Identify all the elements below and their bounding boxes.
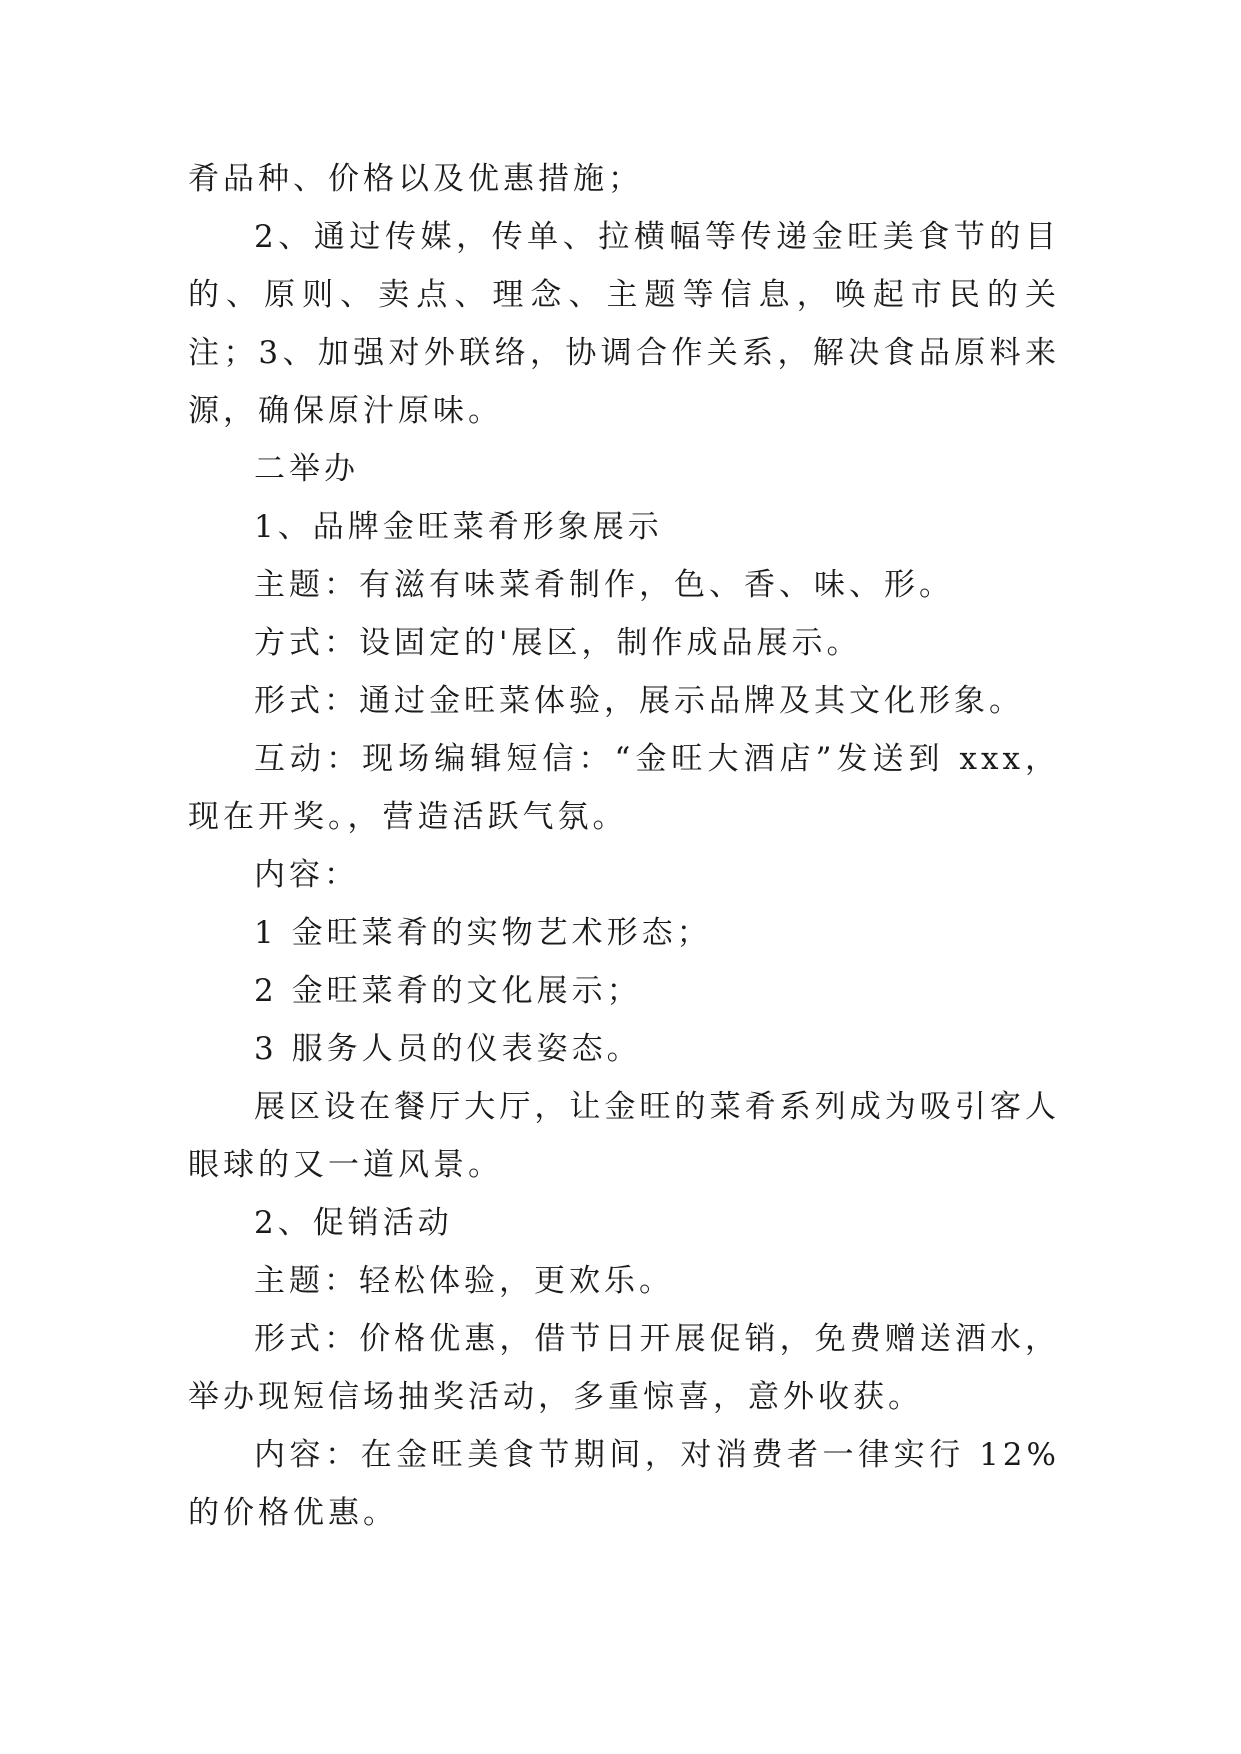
paragraph: 主题：有滋有味菜肴制作，色、香、味、形。 [254,567,954,603]
paragraph: 形式：通过金旺菜体验，展示品牌及其文化形象。 [254,683,1024,719]
paragraph: 主题：轻松体验，更欢乐。 [254,1263,674,1299]
paragraph: 展区设在餐厅大厅，让金旺的菜肴系列成为吸引客人眼球的又一道风景。 [188,1089,1060,1183]
paragraph: 2、通过传媒，传单、拉横幅等传递金旺美食节的目的、原则、卖点、理念、主题等信息，唤起市民的关注；3、加强对外联络，协调合作关系，解决食品原料来源，确保原汁原味。 [188,219,1060,429]
list-item: 2 金旺菜肴的文化展示； [254,973,642,1009]
paragraph: 互动：现场编辑短信：“金旺大酒店”发送到 xxx，现在开奖。，营造活跃气氛。 [188,741,1060,835]
list-item: 1 金旺菜肴的实物艺术形态； [254,915,712,951]
list-item: 3 服务人员的仪表姿态。 [254,1031,642,1067]
paragraph: 方式：设固定的'展区，制作成品展示。 [254,625,862,661]
subsection-heading: 1、品牌金旺菜肴形象展示 [254,509,663,545]
paragraph: 肴品种、价格以及优惠措施； [188,161,643,197]
paragraph: 内容： [254,857,359,893]
document-body [188,150,1060,1542]
paragraph: 内容：在金旺美食节期间，对消费者一律实行 12%的价格优惠。 [188,1437,1060,1531]
paragraph: 形式：价格优惠，借节日开展促销，免费赠送酒水，举办现短信场抽奖活动，多重惊喜，意外收获。 [188,1321,1060,1415]
section-heading: 二举办 [254,451,359,487]
subsection-heading: 2、促销活动 [254,1205,453,1241]
